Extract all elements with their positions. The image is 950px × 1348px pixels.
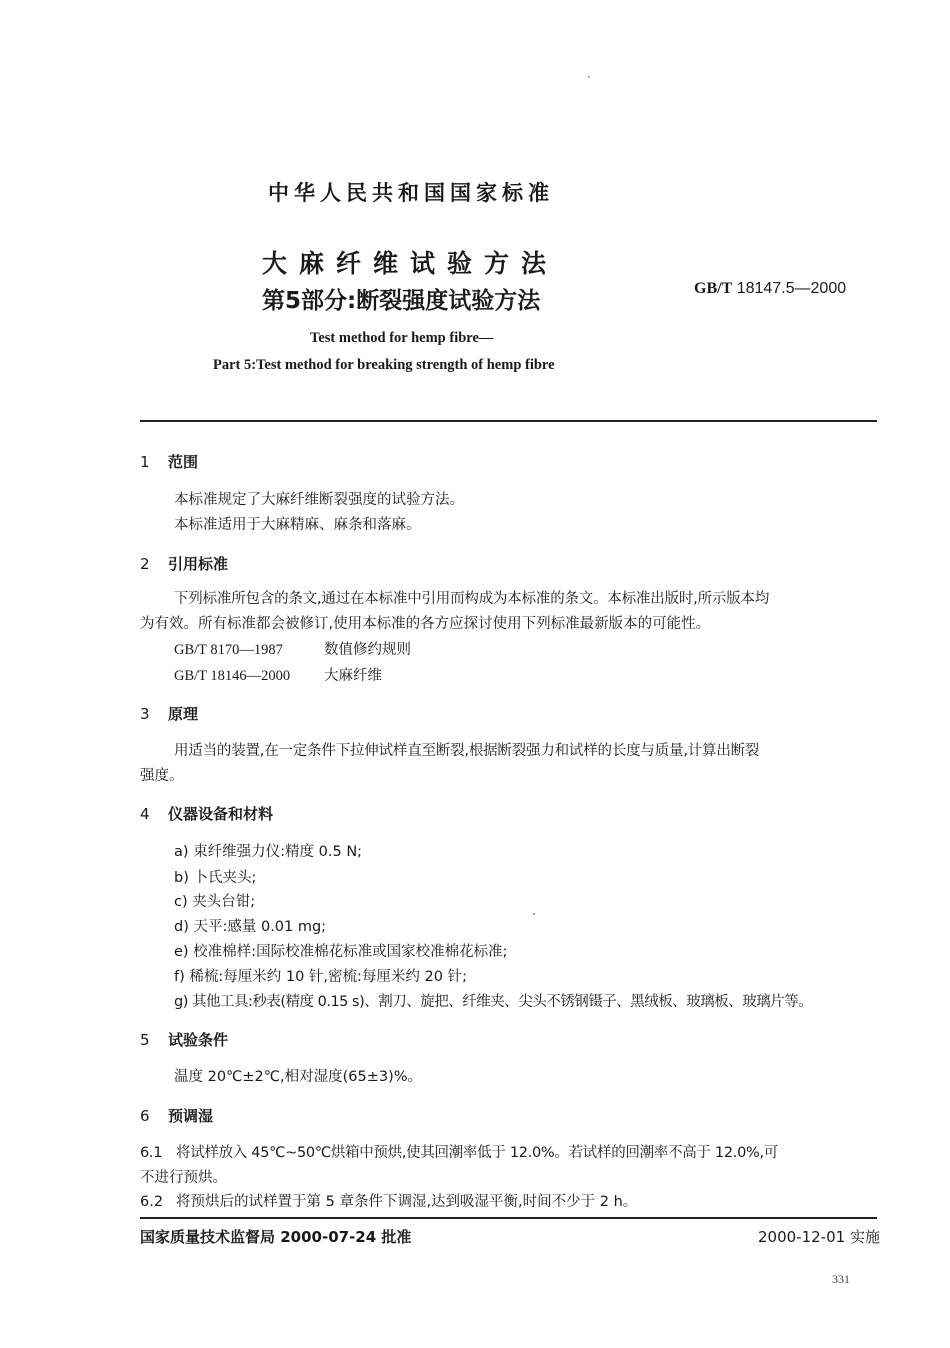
reference-item: GB/T 18146—2000 大麻纤维	[174, 668, 382, 684]
header-divider	[140, 420, 877, 422]
section-2-paragraph: 下列标准所包含的条文,通过在本标准中引用而构成为本标准的条文。本标准出版时,所示版本均	[174, 591, 770, 607]
equipment-item: b) 卜氏夹头;	[174, 870, 257, 886]
english-subtitle: Part 5:Test method for breaking strength of hemp fibre	[213, 357, 555, 373]
equipment-item: f) 稀梳:每厘米约 10 针,密梳:每厘米约 20 针;	[174, 969, 467, 985]
section-1-heading: 1 范围	[140, 453, 199, 471]
section-2-paragraph: 为有效。所有标准都会被修订,使用本标准的各方应探讨使用下列标准最新版本的可能性。	[140, 616, 711, 632]
section-3-paragraph: 强度。	[140, 768, 184, 784]
section-2-heading: 2 引用标准	[140, 555, 229, 573]
document-title: 大麻纤维试验方法	[262, 249, 559, 278]
page-number: 331	[832, 1272, 850, 1286]
equipment-item: g) 其他工具:秒表(精度 0.15 s)、割刀、旋把、纤维夹、尖头不锈钢镊子、黑绒板、玻璃板、玻璃片等。	[174, 994, 813, 1010]
scan-speck	[588, 76, 590, 78]
approval-note: 国家质量技术监督局 2000-07-24 批准	[140, 1228, 412, 1246]
section-5-heading: 5 试验条件	[140, 1031, 229, 1049]
clause-6-1-continued: 不进行预烘。	[140, 1170, 227, 1186]
equipment-item: d) 天平:感量 0.01 mg;	[174, 919, 327, 935]
section-3-heading: 3 原理	[140, 705, 199, 723]
test-conditions: 温度 20℃±2℃,相对湿度(65±3)%。	[174, 1069, 423, 1085]
section-4-heading: 4 仪器设备和材料	[140, 805, 274, 823]
equipment-item: a) 束纤维强力仪:精度 0.5 N;	[174, 844, 363, 860]
footer-divider	[140, 1217, 877, 1219]
standard-number: GB/T 18147.5—2000	[694, 280, 847, 297]
scan-speck	[533, 913, 535, 915]
equipment-item: c) 夹头台钳;	[174, 894, 256, 910]
equipment-item: e) 校准棉样:国际校准棉花标准或国家校准棉花标准;	[174, 944, 508, 960]
section-1-line: 本标准规定了大麻纤维断裂强度的试验方法。	[174, 492, 464, 508]
section-1-line: 本标准适用于大麻精麻、麻条和落麻。	[174, 517, 421, 533]
implementation-date: 2000-12-01 实施	[758, 1228, 880, 1246]
reference-item: GB/T 8170—1987 数值修约规则	[174, 642, 411, 658]
clause-6-2: 6.2 将预烘后的试样置于第 5 章条件下调湿,达到吸湿平衡,时间不少于 2 h。	[140, 1194, 638, 1210]
english-title: Test method for hemp fibre—	[310, 330, 494, 346]
document-subtitle: 第5部分:断裂强度试验方法	[262, 288, 541, 314]
national-standard-heading: 中华人民共和国国家标准	[268, 181, 554, 205]
clause-6-1: 6.1 将试样放入 45℃~50℃烘箱中预烘,使其回潮率低于 12.0%。若试样的回潮率不高于 12.0%,可	[140, 1145, 778, 1161]
section-3-paragraph: 用适当的装置,在一定条件下拉伸试样直至断裂,根据断裂强力和试样的长度与质量,计算出断裂	[174, 743, 760, 759]
section-6-heading: 6 预调湿	[140, 1107, 214, 1125]
